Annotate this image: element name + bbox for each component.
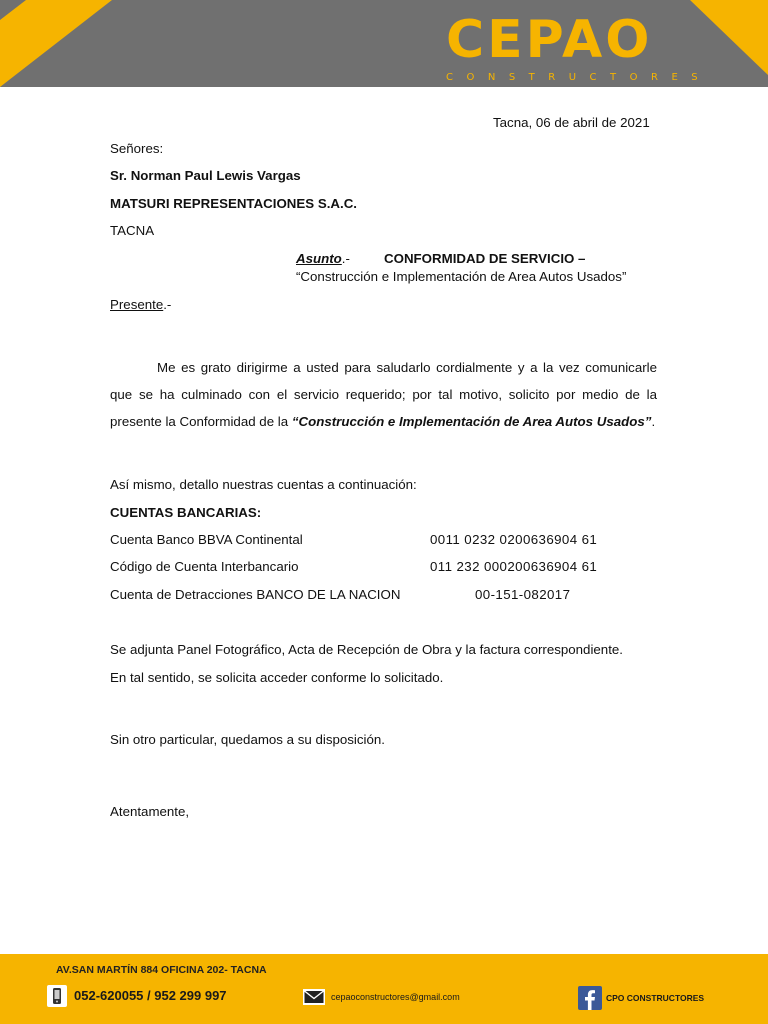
signoff: Atentamente, (110, 804, 190, 819)
recipient-city: TACNA (110, 223, 155, 238)
body-paragraph (110, 354, 657, 435)
logo-subtitle: CONSTRUCTORES (446, 72, 712, 83)
footer-email[interactable]: cepaoconstructores@gmail.com (331, 992, 460, 1002)
attachments-line: Se adjunta Panel Fotográfico, Acta de Recepción de Obra y la factura correspondiente. (110, 642, 623, 657)
closing-line: Sin otro particular, quedamos a su disposición. (110, 732, 385, 747)
letterhead-footer (0, 954, 768, 1024)
footer-phone: 052-620055 / 952 299 997 (74, 988, 227, 1003)
left-accent-notch (0, 0, 26, 20)
account-label: Cuenta de Detracciones BANCO DE LA NACION (110, 587, 401, 602)
right-accent-triangle (690, 0, 768, 75)
account-number: 011 232 000200636904 61 (430, 559, 598, 574)
presente-line (110, 297, 171, 313)
letterhead-banner (0, 0, 768, 87)
accounts-intro: Así mismo, detallo nuestras cuentas a continuación: (110, 477, 417, 492)
salutation: Señores: (110, 141, 164, 156)
logo-wordmark: CEPAO (446, 10, 653, 70)
envelope-icon (303, 989, 325, 1005)
recipient-company: MATSURI REPRESENTACIONES S.A.C. (110, 196, 357, 211)
accounts-heading: CUENTAS BANCARIAS: (110, 505, 262, 520)
body-paragraph-end: . (651, 414, 656, 429)
presente-separator: .- (163, 297, 172, 312)
subject-title: CONFORMIDAD DE SERVICIO – (384, 251, 586, 266)
facebook-icon[interactable] (578, 986, 602, 1010)
subject-line (296, 251, 350, 267)
account-label: Cuenta Banco BBVA Continental (110, 532, 303, 547)
company-logo (446, 8, 712, 86)
account-number: 00-151-082017 (475, 587, 571, 602)
body-paragraph-emphasis: “Construcción e Implementación de Area Autos Usados” (291, 414, 652, 429)
footer-address: AV.SAN MARTÍN 884 OFICINA 202- TACNA (56, 964, 267, 976)
subject-detail: “Construcción e Implementación de Area Autos Usados” (296, 269, 627, 284)
footer-facebook[interactable]: CPO CONSTRUCTORES (606, 993, 705, 1003)
letter-date: Tacna, 06 de abril de 2021 (493, 115, 650, 130)
subject-label: Asunto (296, 251, 342, 266)
request-line: En tal sentido, se solicita acceder conforme lo solicitado. (110, 670, 444, 685)
mobile-phone-icon (47, 985, 67, 1007)
recipient-name: Sr. Norman Paul Lewis Vargas (110, 168, 301, 183)
account-label: Código de Cuenta Interbancario (110, 559, 299, 574)
account-number: 0011 0232 0200636904 61 (430, 532, 598, 547)
subject-separator: .- (341, 251, 350, 266)
presente-label: Presente (110, 297, 164, 312)
body-paragraph-text: Me es grato dirigirme a usted para saludarlo cordialmente y a la vez comunicarle que se ha culminado con el servicio requerido; por tal motivo, solicito por medio de la presente la Conformidad de la (110, 360, 657, 429)
